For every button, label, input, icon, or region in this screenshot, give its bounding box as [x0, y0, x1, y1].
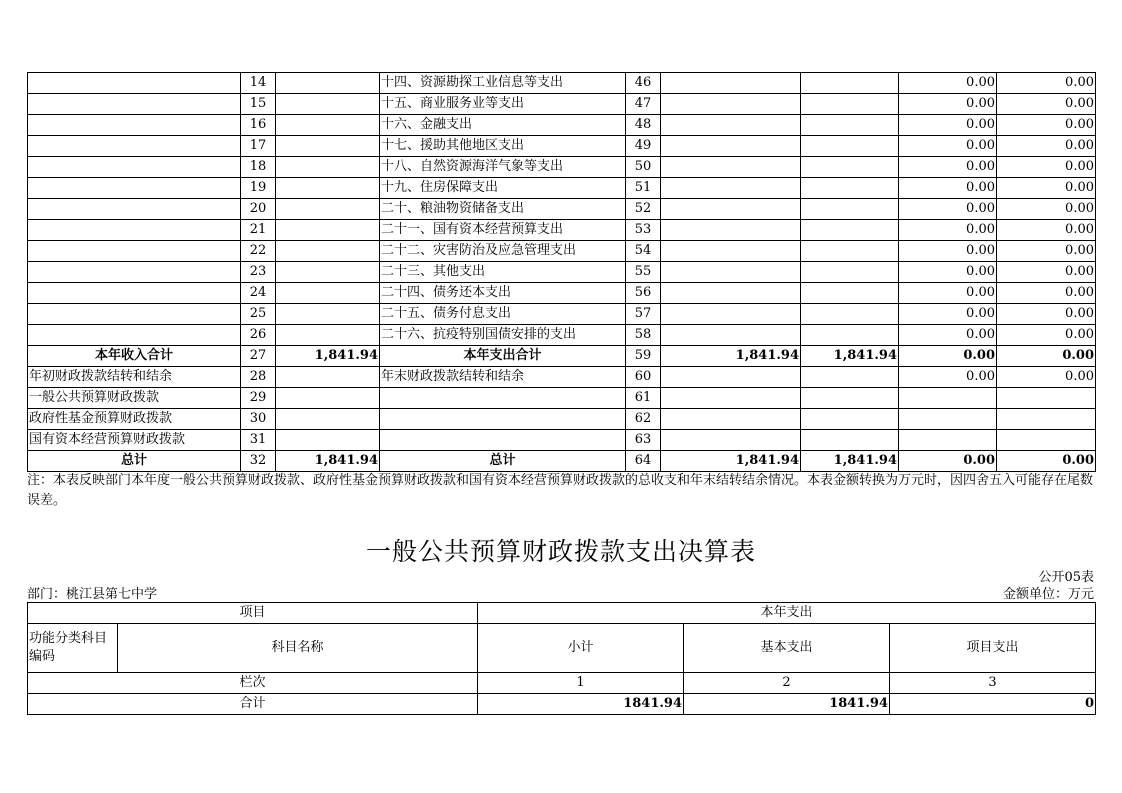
expense-total: [661, 94, 801, 115]
expense-line-no: 55: [626, 262, 661, 283]
income-item: [28, 115, 241, 136]
carry-income-amount: [276, 409, 380, 430]
table-row: [28, 262, 1096, 283]
income-amount: [276, 283, 380, 304]
carry-expense-basic: [801, 409, 899, 430]
form-number: 公开05表: [1038, 570, 1094, 585]
expense-basic: [801, 178, 899, 199]
expense-year-end: 0.00: [997, 178, 1096, 199]
table-row: [28, 73, 1096, 94]
income-total-row-label: 本年收入合计: [28, 346, 241, 367]
column-index-label: 栏次: [28, 673, 478, 694]
grand-total-row-amount: 1,841.94: [276, 451, 380, 472]
expense-year-end: 0.00: [997, 241, 1096, 262]
income-amount: [276, 178, 380, 199]
expense-year-end: 0.00: [997, 220, 1096, 241]
carry-expense-item: [380, 430, 626, 451]
table-note: 注：本表反映部门本年度一般公共预算财政拨款、政府性基金预算财政拨款和国有资本经营预算财政拨款的总收支和年末结转结余情况。本表金额转换为万元时，因四舍五入可能存在尾数误差。: [27, 473, 1094, 508]
expense-item: 十七、援助其他地区支出: [380, 136, 626, 157]
expense-basic: [801, 115, 899, 136]
income-item: [28, 94, 241, 115]
expense-basic: [801, 199, 899, 220]
income-amount: [276, 115, 380, 136]
header-name: 科目名称: [118, 624, 478, 673]
carry-expense-total: [661, 409, 801, 430]
carry-income-amount: [276, 430, 380, 451]
expense-project: 0.00: [899, 94, 997, 115]
grand-total-row: [28, 451, 1096, 472]
expense-total: [661, 199, 801, 220]
expense-item: 十五、商业服务业等支出: [380, 94, 626, 115]
total-basic: 1841.94: [684, 694, 890, 715]
carry-expense-item: 年末财政拨款结转和结余: [380, 367, 626, 388]
expense-project: 0.00: [899, 262, 997, 283]
table-row: [28, 115, 1096, 136]
grand-total-row-expense-project: 0.00: [899, 451, 997, 472]
carry-expense-basic: [801, 388, 899, 409]
expense-basic: [801, 325, 899, 346]
carry-expense-no: 61: [626, 388, 661, 409]
carry-row: [28, 367, 1096, 388]
expense-item: 十四、资源勘探工业信息等支出: [380, 73, 626, 94]
income-amount: [276, 325, 380, 346]
header-project: 项目支出: [890, 624, 1096, 673]
table-row: [28, 241, 1096, 262]
income-line-no: 14: [241, 73, 276, 94]
expense-project: 0.00: [899, 304, 997, 325]
income-item: [28, 304, 241, 325]
table-row: [28, 220, 1096, 241]
income-line-no: 19: [241, 178, 276, 199]
income-line-no: 21: [241, 220, 276, 241]
income-item: [28, 241, 241, 262]
income-total-row-amount: 1,841.94: [276, 346, 380, 367]
expense-year-end: 0.00: [997, 304, 1096, 325]
expense-item: 二十三、其他支出: [380, 262, 626, 283]
expense-basic: [801, 220, 899, 241]
expense-total: [661, 178, 801, 199]
expense-project: 0.00: [899, 115, 997, 136]
expense-line-no: 56: [626, 283, 661, 304]
expense-item: 二十二、灾害防治及应急管理支出: [380, 241, 626, 262]
expense-item: 十六、金融支出: [380, 115, 626, 136]
expense-basic: [801, 241, 899, 262]
income-amount: [276, 157, 380, 178]
total-project: 0: [890, 694, 1096, 715]
expense-total: [661, 220, 801, 241]
carry-expense-project: [899, 388, 997, 409]
expense-total: [661, 73, 801, 94]
department-label: 部门：桃江县第七中学: [27, 587, 158, 602]
income-total-row-expense-label: 本年支出合计: [380, 346, 626, 367]
carry-expense-no: 60: [626, 367, 661, 388]
income-amount: [276, 199, 380, 220]
expense-total: [661, 262, 801, 283]
carry-expense-basic: [801, 430, 899, 451]
expense-total: [661, 241, 801, 262]
income-amount: [276, 241, 380, 262]
grand-total-row-expense-label: 总计: [380, 451, 626, 472]
income-line-no: 24: [241, 283, 276, 304]
table-row: [28, 304, 1096, 325]
income-amount: [276, 94, 380, 115]
expense-item: 二十六、抗疫特别国债安排的支出: [380, 325, 626, 346]
expense-basic: [801, 94, 899, 115]
unit-label: 金额单位：万元: [1002, 587, 1094, 602]
carry-expense-year-end: [997, 388, 1096, 409]
expense-item: 十九、住房保障支出: [380, 178, 626, 199]
expense-year-end: 0.00: [997, 94, 1096, 115]
expense-item: 二十、粮油物资储备支出: [380, 199, 626, 220]
income-amount: [276, 304, 380, 325]
carry-income-no: 30: [241, 409, 276, 430]
expense-total: [661, 115, 801, 136]
income-amount: [276, 73, 380, 94]
expense-line-no: 53: [626, 220, 661, 241]
expense-item: 二十四、债务还本支出: [380, 283, 626, 304]
income-amount: [276, 220, 380, 241]
header-basic: 基本支出: [684, 624, 890, 673]
carry-expense-item: [380, 388, 626, 409]
expense-basic: [801, 73, 899, 94]
income-total-row-no: 27: [241, 346, 276, 367]
carry-expense-project: [899, 430, 997, 451]
income-item: [28, 199, 241, 220]
expense-project: 0.00: [899, 199, 997, 220]
column-index-3: 3: [890, 673, 1096, 694]
expense-project: 0.00: [899, 73, 997, 94]
table-row: [28, 157, 1096, 178]
carry-expense-total: [661, 388, 801, 409]
carry-income-item: 国有资本经营预算财政拨款: [28, 430, 241, 451]
income-line-no: 16: [241, 115, 276, 136]
expense-basic: [801, 136, 899, 157]
expense-total: [661, 136, 801, 157]
page-title: 一般公共预算财政拨款支出决算表: [365, 537, 756, 566]
expense-line-no: 52: [626, 199, 661, 220]
income-total-row: [28, 346, 1096, 367]
expense-total: [661, 157, 801, 178]
header-item: 项目: [28, 603, 478, 624]
carry-expense-project: 0.00: [899, 367, 997, 388]
income-item: [28, 136, 241, 157]
expense-project: 0.00: [899, 178, 997, 199]
header-code: 功能分类科目编码: [28, 624, 118, 673]
carry-expense-item: [380, 409, 626, 430]
header-year-expense: 本年支出: [478, 603, 1096, 624]
carry-income-no: 28: [241, 367, 276, 388]
expense-line-no: 50: [626, 157, 661, 178]
expenditure-table: [27, 602, 1096, 715]
income-item: [28, 178, 241, 199]
total-subtotal: 1841.94: [478, 694, 684, 715]
expense-project: 0.00: [899, 283, 997, 304]
income-item: [28, 73, 241, 94]
income-total-row-expense-no: 59: [626, 346, 661, 367]
expense-project: 0.00: [899, 220, 997, 241]
header-subtotal: 小计: [478, 624, 684, 673]
grand-total-row-no: 32: [241, 451, 276, 472]
expense-line-no: 48: [626, 115, 661, 136]
income-line-no: 25: [241, 304, 276, 325]
income-item: [28, 220, 241, 241]
income-total-row-expense-year-end: 0.00: [997, 346, 1096, 367]
carry-row: [28, 409, 1096, 430]
expense-line-no: 49: [626, 136, 661, 157]
table-row: [28, 283, 1096, 304]
carry-expense-total: [661, 367, 801, 388]
income-total-row-expense-total: 1,841.94: [661, 346, 801, 367]
carry-income-item: 年初财政拨款结转和结余: [28, 367, 241, 388]
carry-expense-no: 63: [626, 430, 661, 451]
income-item: [28, 283, 241, 304]
income-item: [28, 325, 241, 346]
expense-project: 0.00: [899, 325, 997, 346]
grand-total-row-expense-year-end: 0.00: [997, 451, 1096, 472]
carry-expense-year-end: [997, 409, 1096, 430]
expense-year-end: 0.00: [997, 73, 1096, 94]
expense-basic: [801, 157, 899, 178]
expense-line-no: 57: [626, 304, 661, 325]
expense-item: 二十五、债务付息支出: [380, 304, 626, 325]
expense-total: [661, 283, 801, 304]
income-total-row-expense-basic: 1,841.94: [801, 346, 899, 367]
income-item: [28, 262, 241, 283]
carry-expense-year-end: [997, 430, 1096, 451]
carry-expense-total: [661, 430, 801, 451]
expense-project: 0.00: [899, 241, 997, 262]
carry-expense-no: 62: [626, 409, 661, 430]
grand-total-row-expense-basic: 1,841.94: [801, 451, 899, 472]
table-row: [28, 178, 1096, 199]
table-row: [28, 325, 1096, 346]
carry-row: [28, 388, 1096, 409]
carry-income-item: 一般公共预算财政拨款: [28, 388, 241, 409]
income-amount: [276, 136, 380, 157]
expense-year-end: 0.00: [997, 325, 1096, 346]
column-index-2: 2: [684, 673, 890, 694]
expense-line-no: 51: [626, 178, 661, 199]
expense-line-no: 54: [626, 241, 661, 262]
carry-income-amount: [276, 388, 380, 409]
total-label: 合计: [28, 694, 478, 715]
expense-year-end: 0.00: [997, 262, 1096, 283]
income-line-no: 20: [241, 199, 276, 220]
income-line-no: 23: [241, 262, 276, 283]
carry-row: [28, 430, 1096, 451]
table-row: [28, 199, 1096, 220]
expense-project: 0.00: [899, 157, 997, 178]
expense-item: 十八、自然资源海洋气象等支出: [380, 157, 626, 178]
income-line-no: 26: [241, 325, 276, 346]
carry-expense-year-end: 0.00: [997, 367, 1096, 388]
grand-total-row-expense-total: 1,841.94: [661, 451, 801, 472]
grand-total-row-expense-no: 64: [626, 451, 661, 472]
expense-total: [661, 304, 801, 325]
income-line-no: 17: [241, 136, 276, 157]
expense-year-end: 0.00: [997, 157, 1096, 178]
carry-expense-project: [899, 409, 997, 430]
expense-basic: [801, 304, 899, 325]
income-line-no: 22: [241, 241, 276, 262]
carry-income-item: 政府性基金预算财政拨款: [28, 409, 241, 430]
carry-income-amount: [276, 367, 380, 388]
income-item: [28, 157, 241, 178]
income-amount: [276, 262, 380, 283]
income-line-no: 18: [241, 157, 276, 178]
income-total-row-expense-project: 0.00: [899, 346, 997, 367]
carry-expense-basic: [801, 367, 899, 388]
grand-total-row-label: 总计: [28, 451, 241, 472]
income-line-no: 15: [241, 94, 276, 115]
expense-year-end: 0.00: [997, 136, 1096, 157]
carry-income-no: 29: [241, 388, 276, 409]
expense-line-no: 47: [626, 94, 661, 115]
expense-line-no: 46: [626, 73, 661, 94]
expense-year-end: 0.00: [997, 199, 1096, 220]
expense-basic: [801, 283, 899, 304]
table-row: [28, 94, 1096, 115]
expense-line-no: 58: [626, 325, 661, 346]
expense-basic: [801, 262, 899, 283]
table-row: [28, 136, 1096, 157]
fiscal-summary-table: [27, 72, 1096, 472]
expense-year-end: 0.00: [997, 283, 1096, 304]
carry-income-no: 31: [241, 430, 276, 451]
expense-year-end: 0.00: [997, 115, 1096, 136]
expense-total: [661, 325, 801, 346]
column-index-1: 1: [478, 673, 684, 694]
expense-item: 二十一、国有资本经营预算支出: [380, 220, 626, 241]
expense-project: 0.00: [899, 136, 997, 157]
